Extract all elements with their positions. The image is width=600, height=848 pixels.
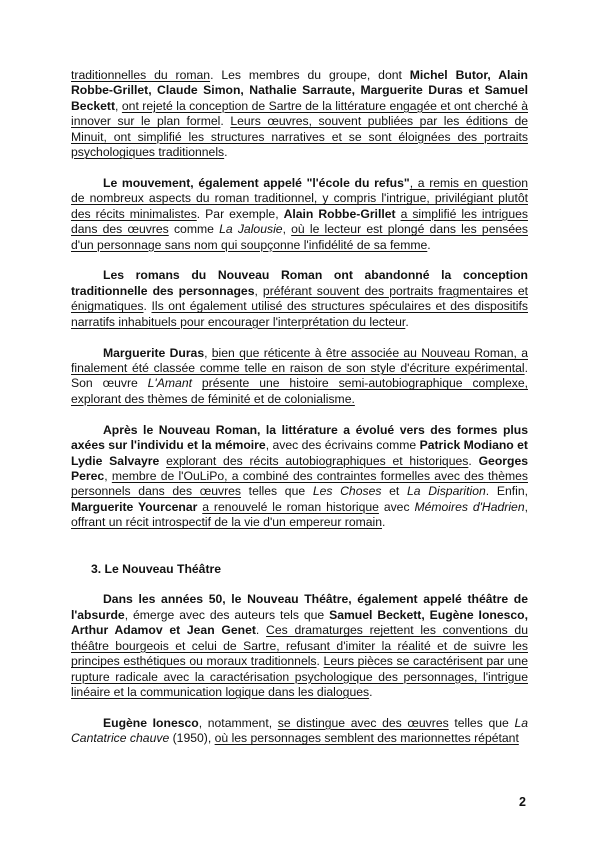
- text-run: Marguerite Yourcenar: [71, 499, 198, 514]
- text-run: , notamment,: [198, 715, 278, 730]
- text-run: .: [220, 114, 231, 129]
- text-run: , émerge avec des auteurs tels que: [124, 607, 330, 622]
- text-run: Eugène Ionesco: [103, 715, 199, 730]
- text-run: La Cantatrice chauve: [71, 715, 528, 746]
- text-run: ,: [282, 222, 292, 237]
- paragraph-personnages: [71, 268, 528, 330]
- text-run: se distingue avec des œuvres: [277, 715, 449, 730]
- text-run: Leurs œuvres, souvent publiées par les éditions de Minuit, ont simplifié les structures narratives et se sont éloignées des portraits psychologiques traditionnels: [71, 114, 528, 160]
- text-run: La Disparition: [406, 484, 486, 499]
- text-run: Dans les années 50, le Nouveau Théâtre, également appelé théâtre de l'absurde: [71, 592, 528, 622]
- text-run: et: [381, 484, 407, 499]
- text-run: Georges Perec: [71, 453, 529, 483]
- text-run: ,: [104, 468, 112, 483]
- text-run: . Les membres du groupe, dont: [210, 68, 410, 82]
- text-run: (1950),: [169, 731, 215, 746]
- section-heading: 3. Le Nouveau Théâtre: [91, 561, 222, 576]
- document-page: [71, 68, 528, 747]
- text-run: préférant souvent des portraits fragmentaires et énigmatiques: [71, 283, 528, 314]
- text-run: .: [369, 684, 373, 699]
- text-run: membre de l'OuLiPo, a combiné des contraintes formelles avec des thèmes personnels dans des œuvres: [71, 468, 528, 499]
- text-run: Les romans du Nouveau Roman ont abandonné la conception traditionnelle des personnages: [71, 268, 528, 298]
- text-run: [192, 376, 202, 390]
- text-run: Mémoires d'Hadrien: [414, 499, 525, 514]
- text-run: telles que: [448, 715, 515, 730]
- text-run: . Par exemple,: [196, 206, 284, 221]
- paragraph-nouveau-theatre: [71, 592, 528, 700]
- text-run: ,: [115, 98, 122, 113]
- text-run: , a remis en question de nombreux aspects du roman traditionnel, y compris l'intrigue, privilégiant plutôt des récits minimalistes: [71, 175, 528, 221]
- text-run: où le lecteur est plongé dans les pensées d'un personnage sans nom qui soupçonne l'infidélité de sa femme: [71, 222, 528, 252]
- text-run: Patrick Modiano et Lydie Salvayre: [71, 438, 528, 468]
- text-run: a renouvelé le roman historique: [202, 499, 379, 514]
- text-run: .: [468, 453, 479, 468]
- text-run: Marguerite Duras: [103, 345, 205, 360]
- paragraph-eugene-ionesco: [71, 716, 528, 747]
- text-run: offrant un récit introspectif de la vie d'un empereur romain: [71, 515, 383, 530]
- text-run: bien que réticente à être associée au Nouveau Roman, a finalement été classée comme telle en raison de son style d'écriture expérimental: [71, 345, 528, 375]
- page-number: 2: [519, 795, 526, 809]
- text-run: présente une histoire semi-autobiographique complexe, explorant des thèmes de féminité et de colonialisme.: [71, 376, 528, 406]
- text-run: ont rejeté la conception de Sartre de la littérature engagée et ont cherché à innover sur le plan formel: [71, 98, 528, 129]
- text-run: .: [316, 654, 324, 669]
- text-run: L'Amant: [147, 376, 192, 391]
- text-run: traditionnelles du roman: [71, 68, 211, 82]
- text-run: comme: [168, 222, 220, 237]
- text-run: Après le Nouveau Roman, la littérature a évolué vers des formes plus axées sur l'individu et la mémoire: [71, 422, 528, 453]
- text-run: ,: [524, 499, 528, 514]
- text-run: Les Choses: [312, 484, 382, 499]
- text-run: , avec des écrivains comme: [265, 438, 420, 453]
- text-run: .: [382, 515, 386, 530]
- text-run: .: [224, 145, 228, 160]
- text-run: .: [405, 314, 409, 329]
- text-run: ,: [254, 283, 263, 298]
- text-run: .: [255, 623, 267, 638]
- text-run: avec: [378, 499, 415, 514]
- text-run: ,: [204, 345, 212, 360]
- text-run: Ils ont également utilisé des structures spéculaires et des dispositifs narratifs inhabituels pour encourager l'interprétation du lecteur: [71, 299, 528, 329]
- text-run: La Jalousie: [219, 222, 283, 237]
- text-run: a simplifié les intrigues dans des œuvres: [71, 206, 528, 237]
- text-run: .: [427, 237, 431, 252]
- text-run: . Enfin,: [485, 484, 529, 499]
- paragraph-nouveau-roman-members: [71, 68, 528, 160]
- text-run: où les personnages semblent des marionnettes répétant: [214, 731, 519, 746]
- text-run: .: [143, 299, 152, 314]
- text-run: Le mouvement, également appelé "l'école du refus": [103, 175, 410, 190]
- paragraph-ecole-du-refus: [71, 176, 528, 253]
- text-run: Michel Butor, Alain Robbe-Grillet, Claude Simon, Nathalie Sarraute, Marguerite Duras et Samuel Beckett: [71, 68, 528, 113]
- text-run: Ces dramaturges rejettent les conventions du théâtre bourgeois et celui de Sartre, refusant d'imiter la réalité et de suivre les principes esthétiques ou moraux traditionnels: [71, 623, 528, 669]
- text-run: telles que: [241, 484, 313, 499]
- text-run: Leurs pièces se caractérisent par une rupture radicale avec la caractérisation psychologique des personnages, l'intrigue linéaire et la communication logique dans les dialogues: [71, 654, 528, 699]
- paragraph-apres-nouveau-roman: [71, 423, 528, 531]
- text-run: Samuel Beckett, Eugène Ionesco, Arthur Adamov et Jean Genet: [71, 607, 528, 638]
- text-run: Alain Robbe-Grillet: [283, 206, 396, 221]
- text-run: explorant des récits autobiographiques et historiques: [166, 453, 469, 468]
- text-run: . Son œuvre: [71, 361, 528, 391]
- paragraph-marguerite-duras: [71, 346, 528, 408]
